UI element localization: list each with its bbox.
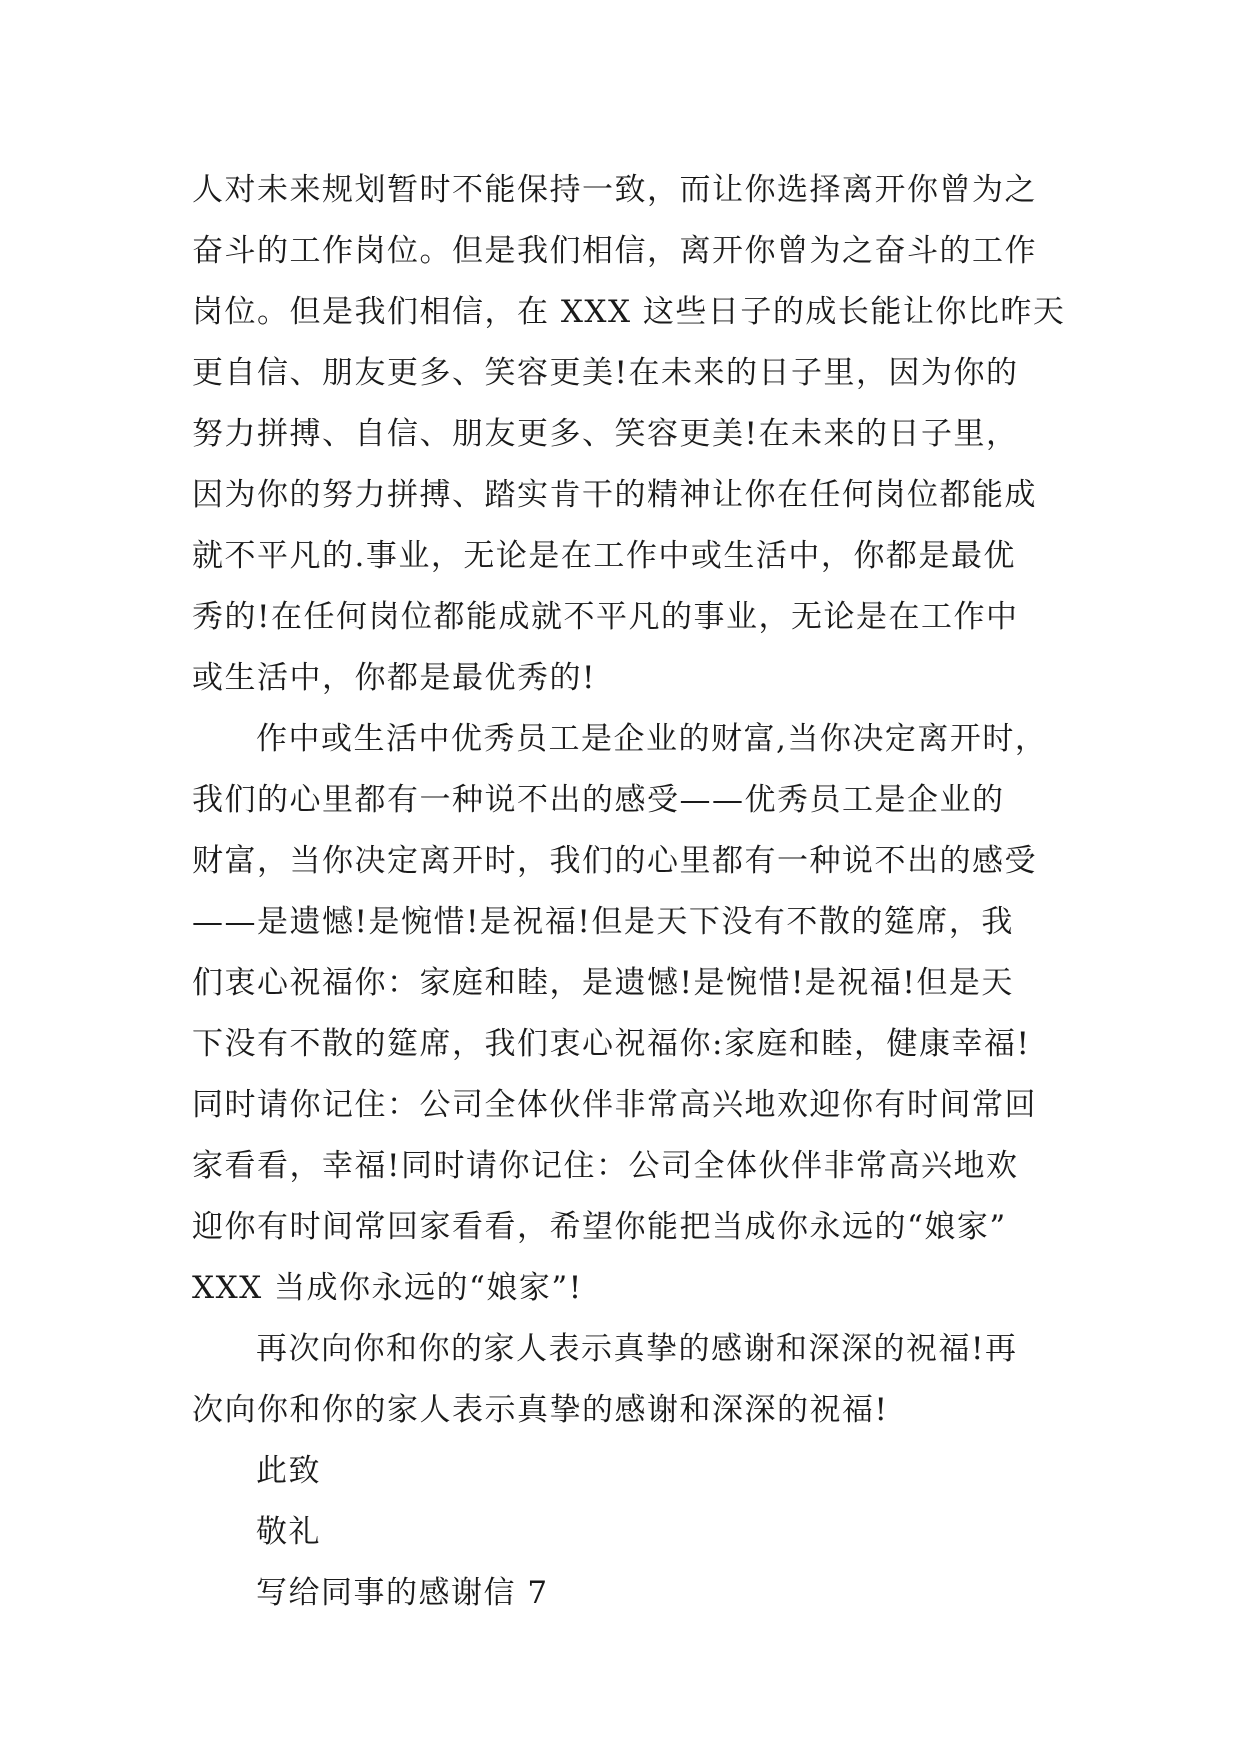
section-title: 写给同事的感谢信 7 (256, 1575, 549, 1611)
text-line: 再次向你和你的家人表示真挚的感谢和深深的祝福!再 (256, 1331, 1018, 1367)
paragraph (192, 709, 1052, 1319)
text-line: 我们的心里都有一种说不出的感受——优秀员工是企业的 (192, 782, 1005, 818)
text-line: 们衷心祝福你：家庭和睦，是遗憾!是惋惜!是祝福!但是天 (192, 965, 1014, 1001)
text-line: 作中或生活中优秀员工是企业的财富,当你决定离开时， (256, 721, 1048, 757)
text-line: 因为你的努力拼搏、踏实肯干的精神让你在任何岗位都能成 (192, 477, 1037, 513)
text-line: XXX 当成你永远的“娘家”! (192, 1270, 583, 1306)
text-line: 就不平凡的.事业，无论是在工作中或生活中，你都是最优 (192, 538, 1016, 574)
text-line: 奋斗的工作岗位。但是我们相信，离开你曾为之奋斗的工作 (192, 233, 1037, 269)
text-line: 秀的!在任何岗位都能成就不平凡的事业，无论是在工作中 (192, 599, 1019, 635)
text-line: 努力拼搏、自信、朋友更多、笑容更美!在未来的日子里， (192, 416, 1019, 452)
text-line: 或生活中，你都是最优秀的! (192, 660, 596, 696)
letter-body (192, 160, 1066, 1624)
paragraph (192, 1319, 1052, 1441)
text-line: 同时请你记住：公司全体伙伴非常高兴地欢迎你有时间常回 (192, 1087, 1037, 1123)
paragraph (192, 160, 1066, 709)
closing-regards: 敬礼 (256, 1514, 321, 1550)
text-line: 更自信、朋友更多、笑容更美!在未来的日子里，因为你的 (192, 355, 1019, 391)
text-line: 次向你和你的家人表示真挚的感谢和深深的祝福! (192, 1392, 889, 1428)
text-line: 人对未来规划暂时不能保持一致，而让你选择离开你曾为之 (192, 172, 1037, 208)
text-line: 家看看，幸福!同时请你记住：公司全体伙伴非常高兴地欢 (192, 1148, 1019, 1184)
text-line: 下没有不散的筵席，我们衷心祝福你:家庭和睦，健康幸福! (192, 1026, 1031, 1062)
text-line: 迎你有时间常回家看看，希望你能把当成你永远的“娘家” (192, 1209, 1007, 1245)
text-line: 财富，当你决定离开时，我们的心里都有一种说不出的感受 (192, 843, 1037, 879)
text-line: ——是遗憾!是惋惜!是祝福!但是天下没有不散的筵席，我 (192, 904, 1014, 940)
closing-salutation: 此致 (256, 1453, 321, 1489)
text-line: 岗位。但是我们相信，在 XXX 这些日子的成长能让你比昨天 (192, 294, 1066, 330)
